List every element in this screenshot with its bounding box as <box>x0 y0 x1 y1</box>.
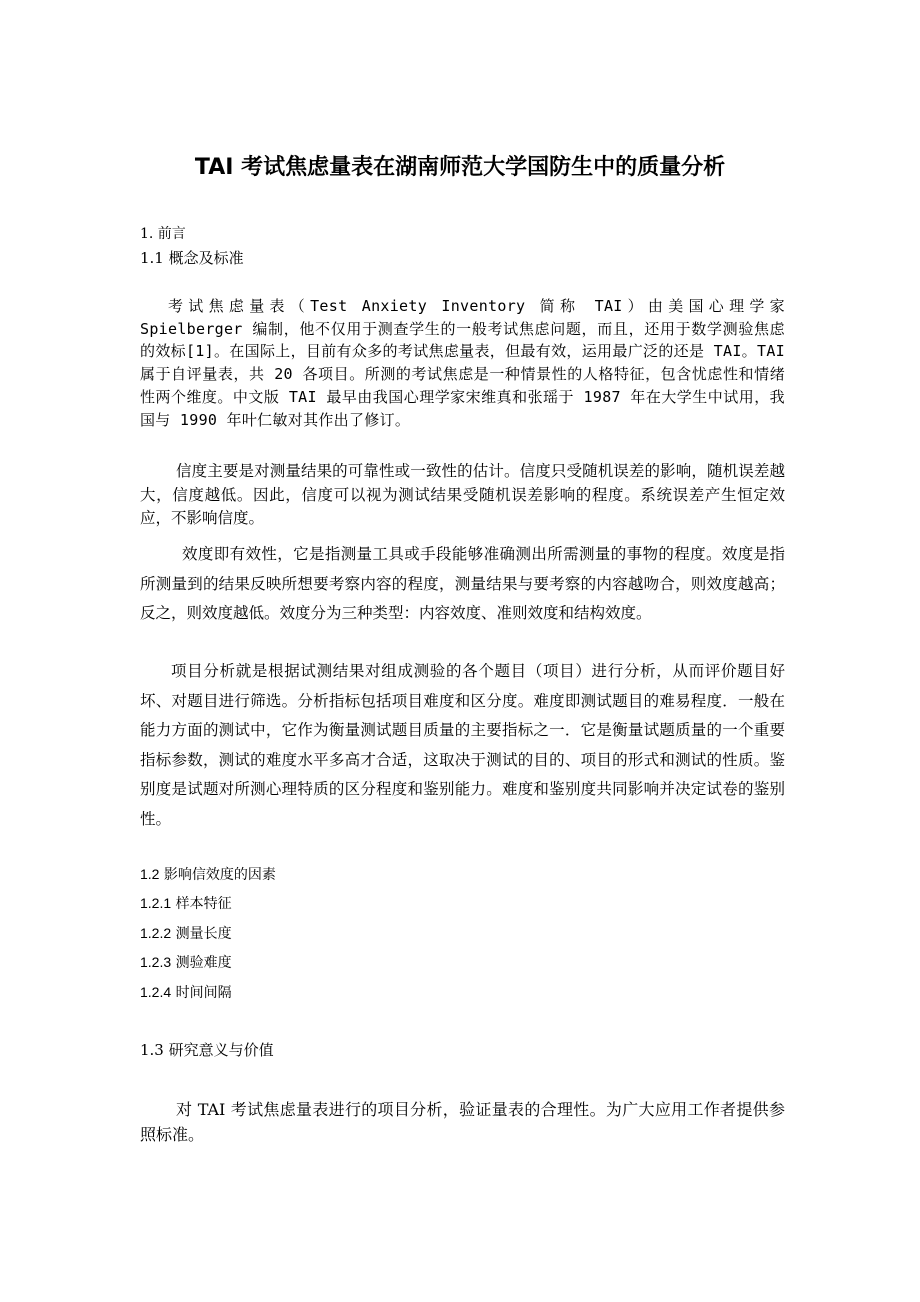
paragraph-reliability: 信度主要是对测量结果的可靠性或一致性的估计。信度只受随机误差的影响，随机误差越大，信度越低。因此，信度可以视为测试结果受随机误差影响的程度。系统误差产生恒定效应，不影响信度。 <box>140 462 785 527</box>
section-heading-1: 1. 前言 <box>140 226 186 242</box>
section-heading-1-1: 1.1 概念及标准 <box>140 249 244 267</box>
section-number: 1.2 <box>140 866 160 882</box>
section-label: 影响信效度的因素 <box>163 867 276 883</box>
subsection-heading <box>140 952 232 973</box>
subsection-label: 时间间隔 <box>175 985 232 1001</box>
subsection-number: 1.2.1 <box>140 895 172 911</box>
document-title: TAI 考试焦虑量表在湖南师范大学国防生中的质量分析 <box>194 155 726 180</box>
subsection-heading <box>140 982 232 1003</box>
paragraph-validity: 效度即有效性，它是指测量工具或手段能够准确测出所需测量的事物的程度。效度是指所测量到的结果反映所想要考察内容的程度，测量结果与要考察的内容越吻合，则效度越高；反之，则效度越低。效度分为三种类型：内容效度、准则效度和结构效度。 <box>140 545 785 622</box>
subsection-label: 测验难度 <box>175 955 232 971</box>
subsection-label: 样本特征 <box>175 896 232 912</box>
section-heading-1-2 <box>140 864 276 885</box>
paragraph-research-value: 对 TAI 考试焦虑量表进行的项目分析，验证量表的合理性。为广大应用工作者提供参照标准。 <box>140 1100 785 1144</box>
subsection-number: 1.2.2 <box>140 925 172 941</box>
paragraph-item-analysis: 项目分析就是根据试测结果对组成测验的各个题目（项目）进行分析，从而评价题目好坏、对题目进行筛选。分析指标包括项目难度和区分度。难度即测试题目的难易程度．一般在能力方面的测试中，它作为衡量测试题目质量的主要指标之一．它是衡量试题质量的一个重要指标参数，测试的难度水平多高才合适，这取决于测试的目的、项目的形式和测试的性质。鉴别度是试题对所测心理特质的区分程度和鉴别能力。难度和鉴别度共同影响并决定试卷的鉴别性。 <box>140 662 785 828</box>
subsection-heading <box>140 923 232 944</box>
paragraph-tai-intro: 考试焦虑量表（Test Anxiety Inventory 简称 TAI）由美国心理学家 Spielberger 编制，他不仅用于测查学生的一般考试焦虑问题，而且，还用于数学测验焦虑的效标[1]。在国际上，目前有众多的考试焦虑量表，但最有效，运用最广泛的还是 TAI。TAI 属于自评量表，共 20 各项目。所测的考试焦虑是一种情景性的人格特征，包含忧虑性和情绪性两个维度。中文版 TAI 最早由我国心理学家宋维真和张瑶于 1987 年在大学生中试用，我国与 1990 年叶仁敏对其作出了修订。 <box>140 297 785 429</box>
subsection-label: 测量长度 <box>175 926 232 942</box>
section-heading-1-3: 1.3 研究意义与价值 <box>140 1041 274 1059</box>
subsection-number: 1.2.3 <box>140 954 172 970</box>
subsection-number: 1.2.4 <box>140 984 172 1000</box>
subsection-heading <box>140 893 232 914</box>
